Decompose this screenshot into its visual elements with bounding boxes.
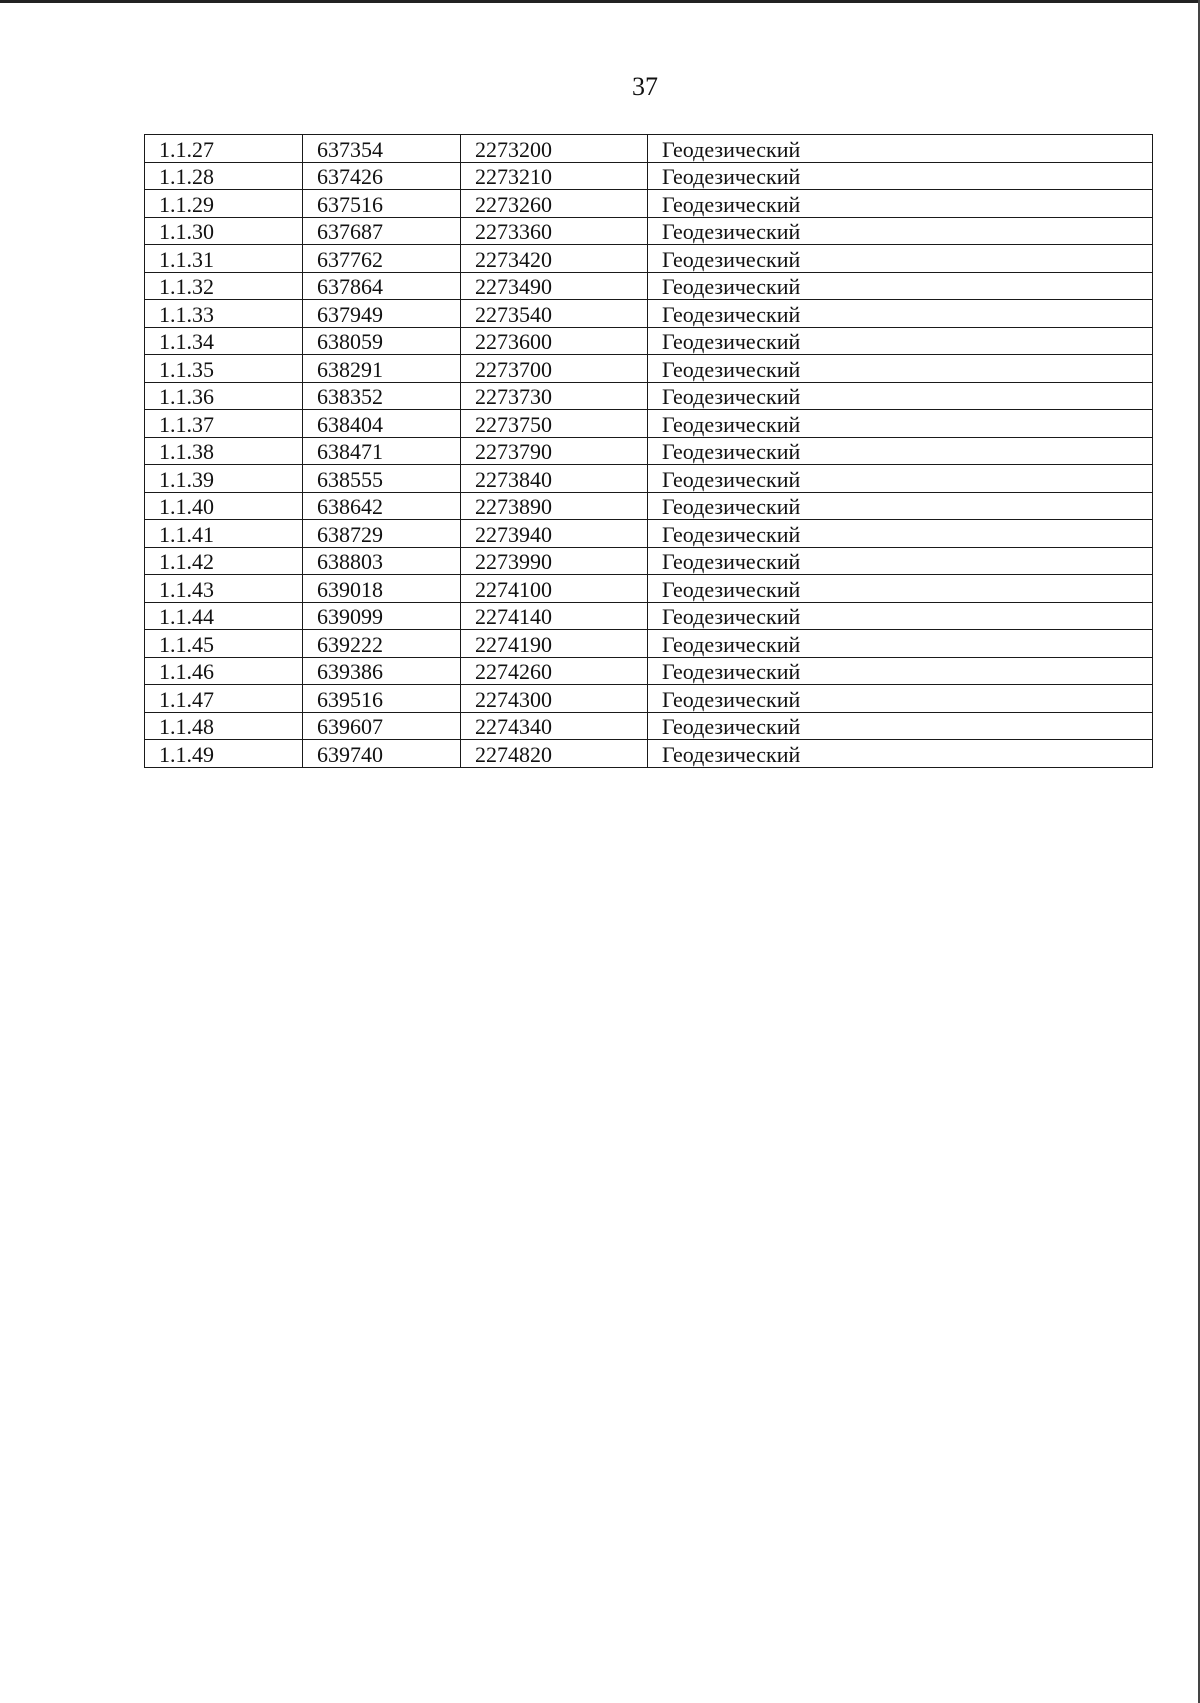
table-row xyxy=(145,575,1153,603)
x-coordinate-cell: 639222 xyxy=(303,630,461,658)
method-cell: Геодезический xyxy=(648,190,1153,218)
method-cell: Геодезический xyxy=(648,300,1153,328)
x-coordinate-cell: 637762 xyxy=(303,245,461,273)
x-coordinate-cell: 637949 xyxy=(303,300,461,328)
y-coordinate-cell: 2273540 xyxy=(461,300,648,328)
y-coordinate-cell: 2273790 xyxy=(461,437,648,465)
method-cell: Геодезический xyxy=(648,437,1153,465)
point-number-cell: 1.1.34 xyxy=(145,327,303,355)
table-row xyxy=(145,190,1153,218)
top-page-edge xyxy=(0,0,1200,3)
y-coordinate-cell: 2273210 xyxy=(461,162,648,190)
table-row xyxy=(145,327,1153,355)
point-number-cell: 1.1.48 xyxy=(145,712,303,740)
x-coordinate-cell: 639740 xyxy=(303,740,461,768)
x-coordinate-cell: 639099 xyxy=(303,602,461,630)
y-coordinate-cell: 2273360 xyxy=(461,217,648,245)
table-row xyxy=(145,245,1153,273)
y-coordinate-cell: 2273730 xyxy=(461,382,648,410)
table-row xyxy=(145,520,1153,548)
table-row xyxy=(145,300,1153,328)
method-cell: Геодезический xyxy=(648,410,1153,438)
method-cell: Геодезический xyxy=(648,355,1153,383)
x-coordinate-cell: 638471 xyxy=(303,437,461,465)
y-coordinate-cell: 2274300 xyxy=(461,685,648,713)
method-cell: Геодезический xyxy=(648,382,1153,410)
x-coordinate-cell: 638729 xyxy=(303,520,461,548)
method-cell: Геодезический xyxy=(648,575,1153,603)
method-cell: Геодезический xyxy=(648,547,1153,575)
point-number-cell: 1.1.49 xyxy=(145,740,303,768)
table-row xyxy=(145,465,1153,493)
method-cell: Геодезический xyxy=(648,245,1153,273)
x-coordinate-cell: 638059 xyxy=(303,327,461,355)
point-number-cell: 1.1.41 xyxy=(145,520,303,548)
point-number-cell: 1.1.46 xyxy=(145,657,303,685)
y-coordinate-cell: 2273990 xyxy=(461,547,648,575)
x-coordinate-cell: 638352 xyxy=(303,382,461,410)
table-row xyxy=(145,272,1153,300)
y-coordinate-cell: 2274820 xyxy=(461,740,648,768)
method-cell: Геодезический xyxy=(648,135,1153,163)
x-coordinate-cell: 638642 xyxy=(303,492,461,520)
table-row xyxy=(145,437,1153,465)
point-number-cell: 1.1.36 xyxy=(145,382,303,410)
table-row xyxy=(145,657,1153,685)
table-row xyxy=(145,382,1153,410)
y-coordinate-cell: 2273200 xyxy=(461,135,648,163)
y-coordinate-cell: 2273890 xyxy=(461,492,648,520)
y-coordinate-cell: 2274140 xyxy=(461,602,648,630)
method-cell: Геодезический xyxy=(648,162,1153,190)
x-coordinate-cell: 637426 xyxy=(303,162,461,190)
x-coordinate-cell: 638291 xyxy=(303,355,461,383)
method-cell: Геодезический xyxy=(648,520,1153,548)
point-number-cell: 1.1.31 xyxy=(145,245,303,273)
table-row xyxy=(145,547,1153,575)
point-number-cell: 1.1.45 xyxy=(145,630,303,658)
x-coordinate-cell: 637864 xyxy=(303,272,461,300)
method-cell: Геодезический xyxy=(648,272,1153,300)
point-number-cell: 1.1.42 xyxy=(145,547,303,575)
method-cell: Геодезический xyxy=(648,740,1153,768)
method-cell: Геодезический xyxy=(648,217,1153,245)
y-coordinate-cell: 2274260 xyxy=(461,657,648,685)
table-row xyxy=(145,602,1153,630)
x-coordinate-cell: 637687 xyxy=(303,217,461,245)
x-coordinate-cell: 639386 xyxy=(303,657,461,685)
x-coordinate-cell: 637354 xyxy=(303,135,461,163)
method-cell: Геодезический xyxy=(648,602,1153,630)
y-coordinate-cell: 2274100 xyxy=(461,575,648,603)
point-number-cell: 1.1.28 xyxy=(145,162,303,190)
point-number-cell: 1.1.37 xyxy=(145,410,303,438)
x-coordinate-cell: 639018 xyxy=(303,575,461,603)
table-row xyxy=(145,712,1153,740)
table-row xyxy=(145,162,1153,190)
point-number-cell: 1.1.40 xyxy=(145,492,303,520)
point-number-cell: 1.1.43 xyxy=(145,575,303,603)
point-number-cell: 1.1.35 xyxy=(145,355,303,383)
table-row xyxy=(145,630,1153,658)
table-row xyxy=(145,492,1153,520)
x-coordinate-cell: 639516 xyxy=(303,685,461,713)
table-row xyxy=(145,740,1153,768)
method-cell: Геодезический xyxy=(648,492,1153,520)
y-coordinate-cell: 2273490 xyxy=(461,272,648,300)
point-number-cell: 1.1.44 xyxy=(145,602,303,630)
y-coordinate-cell: 2273840 xyxy=(461,465,648,493)
point-number-cell: 1.1.32 xyxy=(145,272,303,300)
point-number-cell: 1.1.33 xyxy=(145,300,303,328)
point-number-cell: 1.1.27 xyxy=(145,135,303,163)
y-coordinate-cell: 2273700 xyxy=(461,355,648,383)
y-coordinate-cell: 2273940 xyxy=(461,520,648,548)
x-coordinate-cell: 639607 xyxy=(303,712,461,740)
method-cell: Геодезический xyxy=(648,630,1153,658)
x-coordinate-cell: 638803 xyxy=(303,547,461,575)
table-row xyxy=(145,410,1153,438)
method-cell: Геодезический xyxy=(648,327,1153,355)
x-coordinate-cell: 637516 xyxy=(303,190,461,218)
x-coordinate-cell: 638404 xyxy=(303,410,461,438)
method-cell: Геодезический xyxy=(648,685,1153,713)
method-cell: Геодезический xyxy=(648,465,1153,493)
point-number-cell: 1.1.47 xyxy=(145,685,303,713)
y-coordinate-cell: 2273420 xyxy=(461,245,648,273)
table-row xyxy=(145,217,1153,245)
coordinates-table xyxy=(144,134,1153,768)
point-number-cell: 1.1.30 xyxy=(145,217,303,245)
table-row xyxy=(145,685,1153,713)
page-number: 37 xyxy=(632,72,658,101)
y-coordinate-cell: 2274340 xyxy=(461,712,648,740)
y-coordinate-cell: 2273260 xyxy=(461,190,648,218)
y-coordinate-cell: 2274190 xyxy=(461,630,648,658)
point-number-cell: 1.1.39 xyxy=(145,465,303,493)
coordinates-table-body xyxy=(145,135,1153,768)
y-coordinate-cell: 2273600 xyxy=(461,327,648,355)
point-number-cell: 1.1.38 xyxy=(145,437,303,465)
y-coordinate-cell: 2273750 xyxy=(461,410,648,438)
table-row xyxy=(145,135,1153,163)
method-cell: Геодезический xyxy=(648,657,1153,685)
point-number-cell: 1.1.29 xyxy=(145,190,303,218)
table-row xyxy=(145,355,1153,383)
method-cell: Геодезический xyxy=(648,712,1153,740)
x-coordinate-cell: 638555 xyxy=(303,465,461,493)
